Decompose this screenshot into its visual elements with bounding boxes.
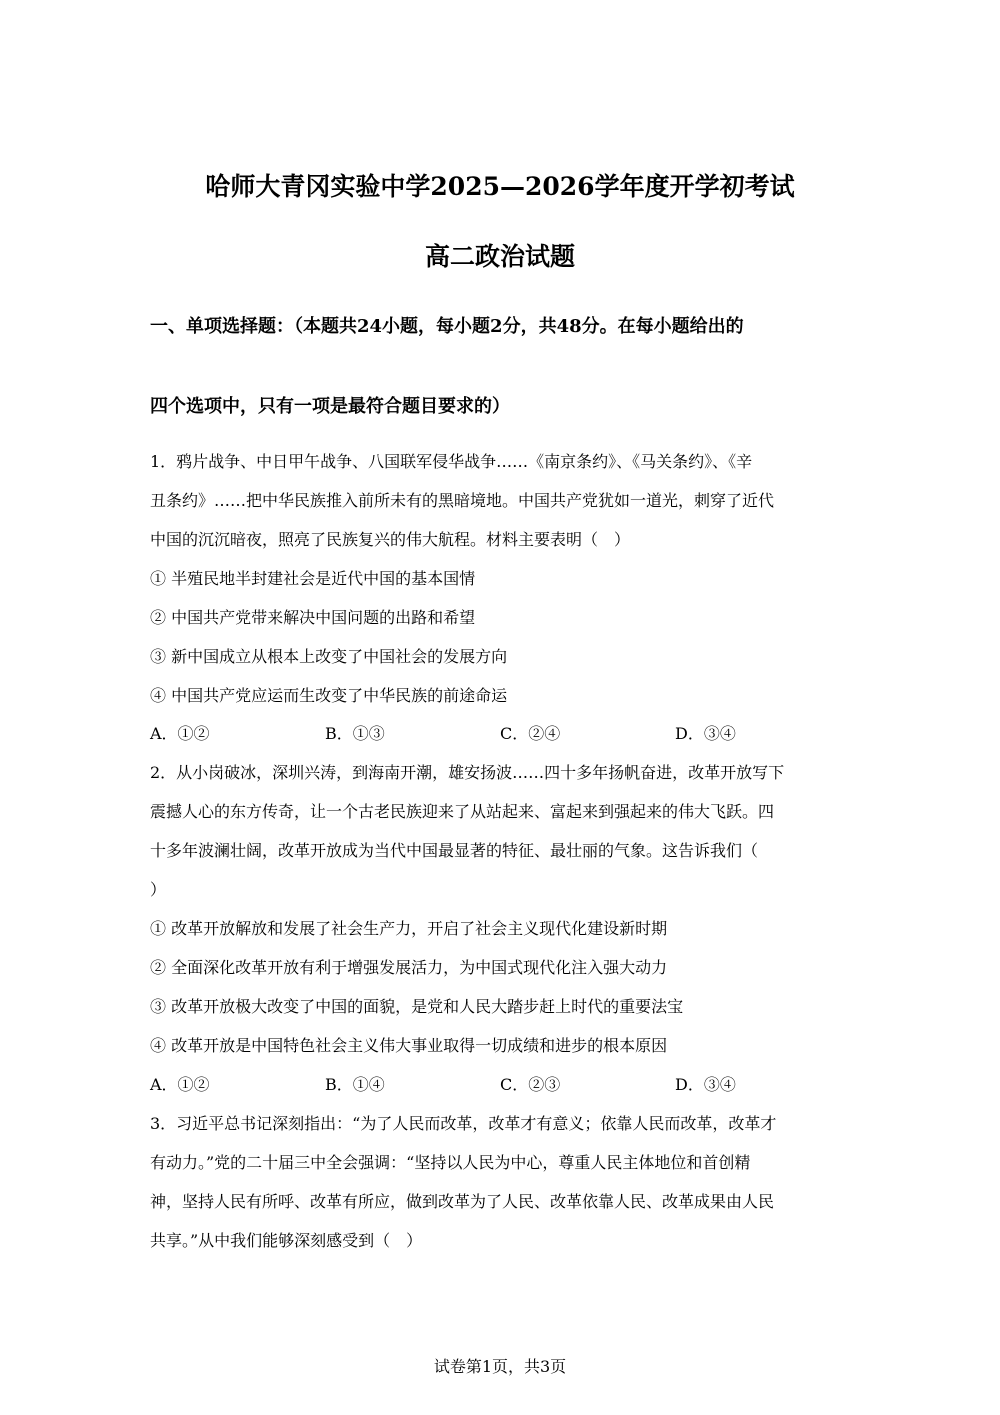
option-d[interactable]: D．③④ [675,724,736,743]
question-2-statement: ④ 改革开放是中国特色社会主义伟大事业取得一切成绩和进步的根本原因 [150,1036,668,1055]
option-b[interactable]: B．①④ [325,1075,385,1094]
page-footer: 试卷第1页，共3页 [433,1357,567,1376]
question-2-stem-line: 十多年波澜壮阔，改革开放成为当代中国最显著的特征、最壮丽的气象。这告诉我们（ [150,841,759,860]
question-1-options [150,722,870,746]
question-1-statement: ③ 新中国成立从根本上改变了中国社会的发展方向 [150,647,508,666]
question-2-stem-line: 2．从小岗破冰，深圳兴涛，到海南开潮，雄安扬波……四十多年扬帆奋进，改革开放写下 [150,763,785,782]
question-1-statement: ② 中国共产党带来解决中国问题的出路和希望 [150,608,476,627]
section-heading-continued: 四个选项中，只有一项是最符合题目要求的） [150,396,510,417]
option-c[interactable]: C．②③ [500,1075,561,1094]
question-2-statement: ③ 改革开放极大改变了中国的面貌，是党和人民大踏步赶上时代的重要法宝 [150,997,684,1016]
section-heading: 一、单项选择题：（本题共24小题，每小题2分，共48分。在每小题给出的 [150,316,744,337]
question-3-stem-line: 3．习近平总书记深刻指出：“为了人民而改革，改革才有意义；依靠人民而改革，改革才 [150,1114,777,1133]
question-3-stem-line: 有动力。”党的二十届三中全会强调：“坚持以人民为中心，尊重人民主体地位和首创精 [150,1153,751,1172]
question-1-stem-line: 中国的沉沉暗夜，照亮了民族复兴的伟大航程。材料主要表明（ ） [150,530,631,549]
question-3-stem-line: 神，坚持人民有所呼、改革有所应，做到改革为了人民、改革依靠人民、改革成果由人民 [150,1192,775,1211]
option-a[interactable]: A．①② [150,1075,210,1094]
question-3-stem-line: 共享。”从中我们能够深刻感受到（ ） [150,1231,423,1250]
question-1-statement: ④ 中国共产党应运而生改变了中华民族的前途命运 [150,686,508,705]
option-a[interactable]: A．①② [150,724,210,743]
exam-subtitle: 高二政治试题 [424,242,575,271]
question-1-stem-line: 1．鸦片战争、中日甲午战争、八国联军侵华战争……《南京条约》、《马关条约》、《辛 [150,452,753,471]
option-c[interactable]: C．②④ [500,724,561,743]
question-2-statement: ① 改革开放解放和发展了社会生产力，开启了社会主义现代化建设新时期 [150,919,668,938]
exam-title: 哈师大青冈实验中学2025—2026学年度开学初考试 [205,172,795,201]
question-2-stem-line: 震撼人心的东方传奇，让一个古老民族迎来了从站起来、富起来到强起来的伟大飞跃。四 [150,802,775,821]
option-b[interactable]: B．①③ [325,724,385,743]
question-1-stem-line: 丑条约》……把中华民族推入前所未有的黑暗境地。中国共产党犹如一道光，刺穿了近代 [150,491,775,510]
question-2-statement: ② 全面深化改革开放有利于增强发展活力，为中国式现代化注入强大动力 [150,958,668,977]
question-1-statement: ① 半殖民地半封建社会是近代中国的基本国情 [150,569,476,588]
option-d[interactable]: D．③④ [675,1075,736,1094]
question-2-options [150,1073,870,1097]
question-2-stem-line: ） [150,880,167,899]
